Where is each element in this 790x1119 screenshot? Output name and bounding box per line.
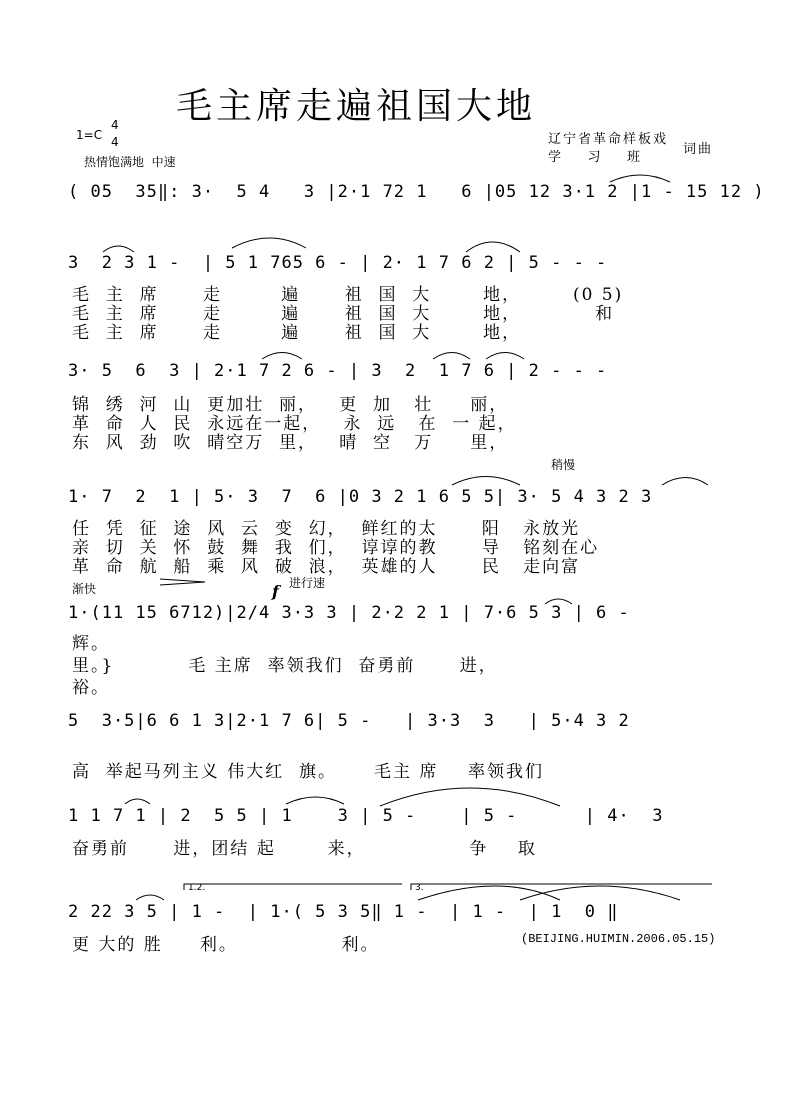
time-signature-bottom: 4 — [111, 135, 119, 149]
slur-8 — [452, 477, 520, 486]
time-signature-top: 4 — [111, 118, 119, 132]
footer-credit: (BEIJING.HUIMIN.2006.05.15) — [521, 932, 716, 946]
slur-1 — [232, 238, 306, 248]
system-7-notes: 1 1 7 1 | 2 5 5 | 1 3 | 5 - | 5 - | 4· 3 — [68, 806, 664, 826]
system-1-notes: ( 05 35‖: 3· 5 4 3 |2·1 72 1 6 |05 12 3·1 2 |1 - 15 12 ) — [68, 182, 765, 202]
system-5-lyric-3: 裕。 — [72, 678, 110, 698]
crescendo-mark — [160, 579, 205, 585]
system-2-lyric-1: 毛 主 席 走 遍 祖 国 大 地， (0 5) — [72, 285, 624, 305]
tempo-marking: 热情饱满地 中速 — [84, 155, 176, 169]
slur-4 — [610, 175, 670, 182]
system-3-lyric-1: 锦 绣 河 山 更加壮 丽， 更 加 壮 丽， — [72, 395, 509, 415]
slur-9 — [662, 478, 708, 486]
system-8-lyric-1: 更 大的 胜 利。 利。 — [72, 935, 380, 955]
system-7-lyric-1: 奋勇前 进，团结 起 来， 争 取 — [72, 839, 537, 859]
slur-7 — [486, 353, 524, 360]
system-2-lyric-2: 毛 主 席 走 遍 祖 国 大 地， 和 — [72, 304, 615, 324]
slur-12 — [380, 788, 560, 806]
page-title: 毛主席走遍祖国大地 — [176, 86, 537, 127]
key-signature: 1=C — [76, 128, 103, 142]
system-4-lyric-1: 任 凭 征 途 风 云 变 幻， 鲜红的太 阳 永放光 — [72, 519, 581, 539]
slur-3 — [466, 242, 520, 252]
mark-tempo: 进行速 — [289, 576, 326, 590]
system-3-notes: 3· 5 6 3 | 2·1 7 2 6 - | 3 2 1 7 6 | 2 - - - — [68, 361, 608, 381]
system-6-notes: 5 3·5|6 6 1 3|2·1 7 6| 5 - | 3·3 3 | 5·4 3 2 — [68, 711, 630, 731]
slur-5 — [262, 353, 302, 360]
credit-line-2: 学 习 班 — [548, 150, 643, 165]
slur-11 — [286, 797, 344, 804]
volta-second: 3. — [415, 883, 424, 893]
credit-role: 词曲 — [683, 142, 714, 157]
system-3-lyric-3: 东 风 劲 吹 晴空万 里， 晴 空 万 里， — [72, 433, 509, 453]
slur-15 — [418, 886, 560, 900]
slur-10 — [545, 599, 572, 604]
system-5-notes: 1·(11 15 6712)|2/4 3·3 3 | 2·2 2 1 | 7·6 5 3 | 6 - — [68, 603, 630, 623]
system-5-lyric-1: 辉。 — [72, 634, 110, 654]
slur-6 — [433, 353, 470, 360]
mark-faster: 渐快 — [72, 582, 97, 596]
system-5-lyric-2: 里。} 毛 主席 率领我们 奋勇前 进， — [72, 656, 498, 676]
system-2-lyric-3: 毛 主 席 走 遍 祖 国 大 地， — [72, 323, 522, 343]
system-4-lyric-3: 革 命 航 船 乘 风 破 浪， 英雄的人 民 走向富 — [72, 557, 581, 577]
volta-first: 1.2. — [188, 883, 206, 893]
slur-13 — [125, 799, 150, 804]
volta-bracket-1 — [184, 884, 402, 890]
system-4-lyric-2: 亲 切 关 怀 鼓 舞 我 们， 谆谆的教 导 铭刻在心 — [72, 538, 600, 558]
system-8-notes: 2 22 3 5 | 1 - | 1·( 5 3 5‖ 1 - | 1 - | 1 0 ‖ — [68, 902, 619, 922]
system-3-lyric-2: 革 命 人 民 永远在一起， 永 远 在 一 起， — [72, 414, 517, 434]
slur-2 — [103, 246, 134, 252]
slur-16 — [520, 886, 680, 900]
forte-mark: f — [272, 582, 279, 601]
mark-slower: 稍慢 — [551, 458, 576, 472]
system-4-notes: 1· 7 2 1 | 5· 3 7 6 |0 3 2 1 6 5 5| 3· 5 4 3 2 3 — [68, 487, 653, 507]
credit-line-1: 辽宁省革命样板戏 — [548, 132, 669, 147]
system-2-notes: 3 2 3 1 - | 5 1 765 6 - | 2· 1 7 6 2 | 5 - - - — [68, 253, 608, 273]
slur-14 — [136, 895, 164, 900]
system-6-lyric-1: 高 举起马列主义 伟大红 旗。 毛主 席 率领我们 — [72, 762, 545, 782]
